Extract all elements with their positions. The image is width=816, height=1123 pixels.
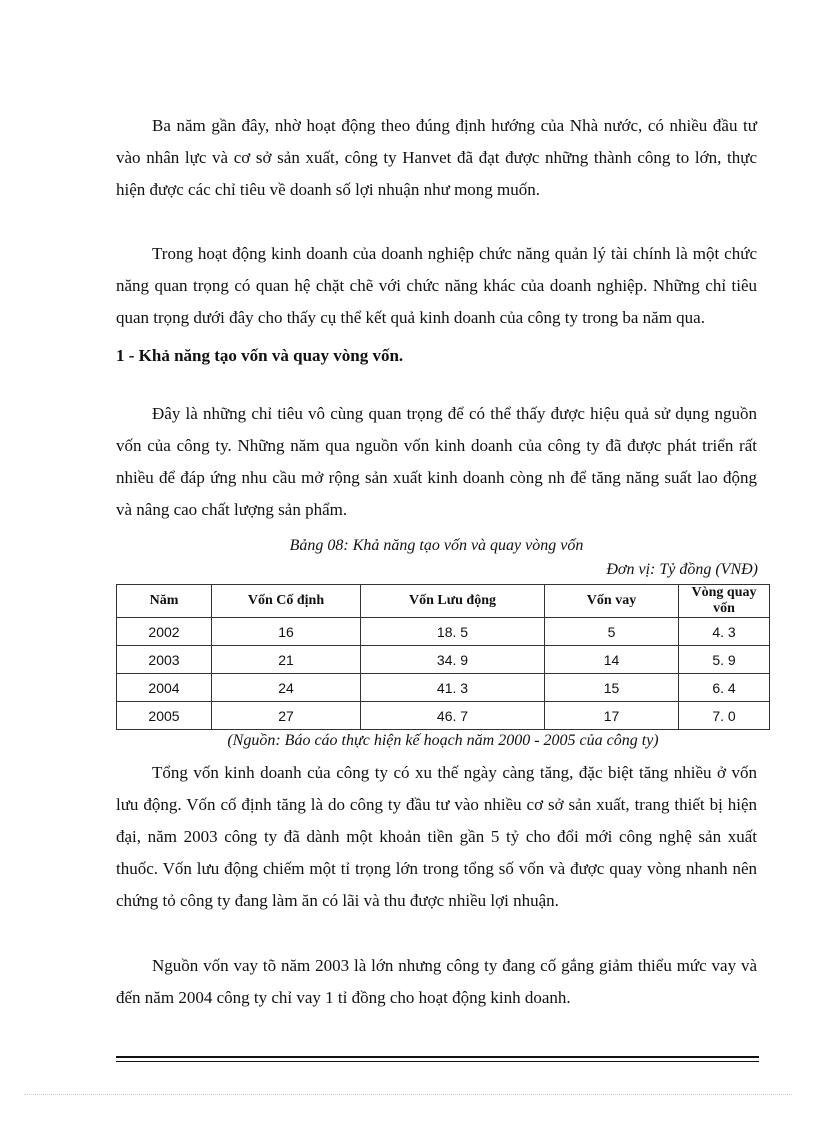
cell-working-capital: 46. 7: [361, 702, 545, 730]
cell-year: 2004: [117, 674, 212, 702]
table-row: [117, 646, 770, 674]
cell-working-capital: 41. 3: [361, 674, 545, 702]
header-fixed-capital: Vốn Cố định: [212, 585, 361, 618]
section-heading: 1 - Khả năng tạo vốn và quay vòng vốn.: [116, 346, 404, 365]
table-source: (Nguồn: Báo cáo thực hiện kế hoạch năm 2000 - 2005 của công ty): [227, 732, 659, 749]
cell-year: 2005: [117, 702, 212, 730]
table-row: [117, 618, 770, 646]
cell-loans: 17: [545, 702, 679, 730]
cell-working-capital: 18. 5: [361, 618, 545, 646]
table-header-row: [117, 585, 770, 618]
paragraph-finance-text: Trong hoạt động kinh doanh của doanh nghiệp chức năng quản lý tài chính là một chức năng quan trọng có quan hệ chặt chẽ với chức năng khác của doanh nghiệp. Những chỉ tiêu quan trọng dưới đây cho thấy cụ thể kết quả kinh doanh của công ty trong ba năm qua.: [116, 244, 757, 327]
paragraph-loans: [116, 950, 757, 1014]
cell-year: 2003: [117, 646, 212, 674]
table-caption: Bảng 08: Khả năng tạo vốn và quay vòng vốn: [289, 537, 584, 554]
cell-year: 2002: [117, 618, 212, 646]
paragraph-capital: [116, 398, 757, 526]
header-working-capital: Vốn Lưu động: [361, 585, 545, 618]
table-row: [117, 674, 770, 702]
table-row: [117, 702, 770, 730]
paragraph-loans-text: Nguồn vốn vay tõ năm 2003 là lớn nhưng công ty đang cố gắng giảm thiểu mức vay và đến năm 2004 công ty chỉ vay 1 tỉ đồng cho hoạt động kinh doanh.: [116, 956, 757, 1007]
cell-fixed-capital: 24: [212, 674, 361, 702]
cell-fixed-capital: 16: [212, 618, 361, 646]
cell-loans: 14: [545, 646, 679, 674]
cell-fixed-capital: 27: [212, 702, 361, 730]
paragraph-finance: [116, 238, 757, 334]
page-edge-divider: [24, 1094, 792, 1095]
cell-turnover: 7. 0: [679, 702, 770, 730]
cell-turnover: 6. 4: [679, 674, 770, 702]
paragraph-capital-tail: để tăng năng suất lao động và nâng cao chất lượng sản phẩm.: [116, 468, 757, 519]
cell-loans: 5: [545, 618, 679, 646]
paragraph-intro-text: Ba năm gần đây, nhờ hoạt động theo đúng định hướng của Nhà nước, có nhiều đầu tư vào nhân lực và cơ sở sản xuất, công ty Hanvet đã đạt được những thành công to lớn, thực hiện được các chỉ tiêu về doanh số lợi nhuận như mong muốn.: [116, 116, 757, 199]
paragraph-intro: [116, 110, 757, 206]
capital-table: [116, 584, 770, 730]
cell-turnover: 5. 9: [679, 646, 770, 674]
cell-fixed-capital: 21: [212, 646, 361, 674]
footer-rule-thick: [116, 1056, 759, 1058]
cell-turnover: 4. 3: [679, 618, 770, 646]
paragraph-total-capital: [116, 757, 757, 917]
table-unit: Đơn vị: Tỷ đồng (VNĐ): [606, 561, 758, 578]
header-loans: Vốn vay: [545, 585, 679, 618]
footer-rule-thin: [116, 1061, 759, 1062]
header-turnover: Vòng quay vốn: [679, 585, 770, 618]
paragraph-total-capital-text: Tổng vốn kinh doanh của công ty có xu thế ngày càng tăng, đặc biệt tăng nhiều ở vốn lưu động. Vốn cố định tăng là do công ty đầu tư vào nhiều cơ sở sản xuất, trang thiết bị hiện đại, năm 2003 công ty đã dành một khoản tiền gần 5 tỷ cho đổi mới công nghệ sản xuất thuốc. Vốn lưu động chiếm một tỉ trọng lớn trong tổng số vốn và được quay vòng nhanh nên chứng tỏ công ty đang làm ăn có lãi và thu được nhiều lợi nhuận.: [116, 763, 757, 910]
paragraph-capital-text: Đây là những chỉ tiêu vô cùng quan trọng để có thể thấy được hiệu quả sử dụng nguồn vốn của công ty. Những năm qua nguồn vốn kinh doanh của công ty đã được phát triển rất nhiều để đáp ứng nhu cầu mở rộng sản xuất kinh doanh còng nh: [116, 404, 757, 487]
cell-working-capital: 34. 9: [361, 646, 545, 674]
header-year: Năm: [117, 585, 212, 618]
cell-loans: 15: [545, 674, 679, 702]
